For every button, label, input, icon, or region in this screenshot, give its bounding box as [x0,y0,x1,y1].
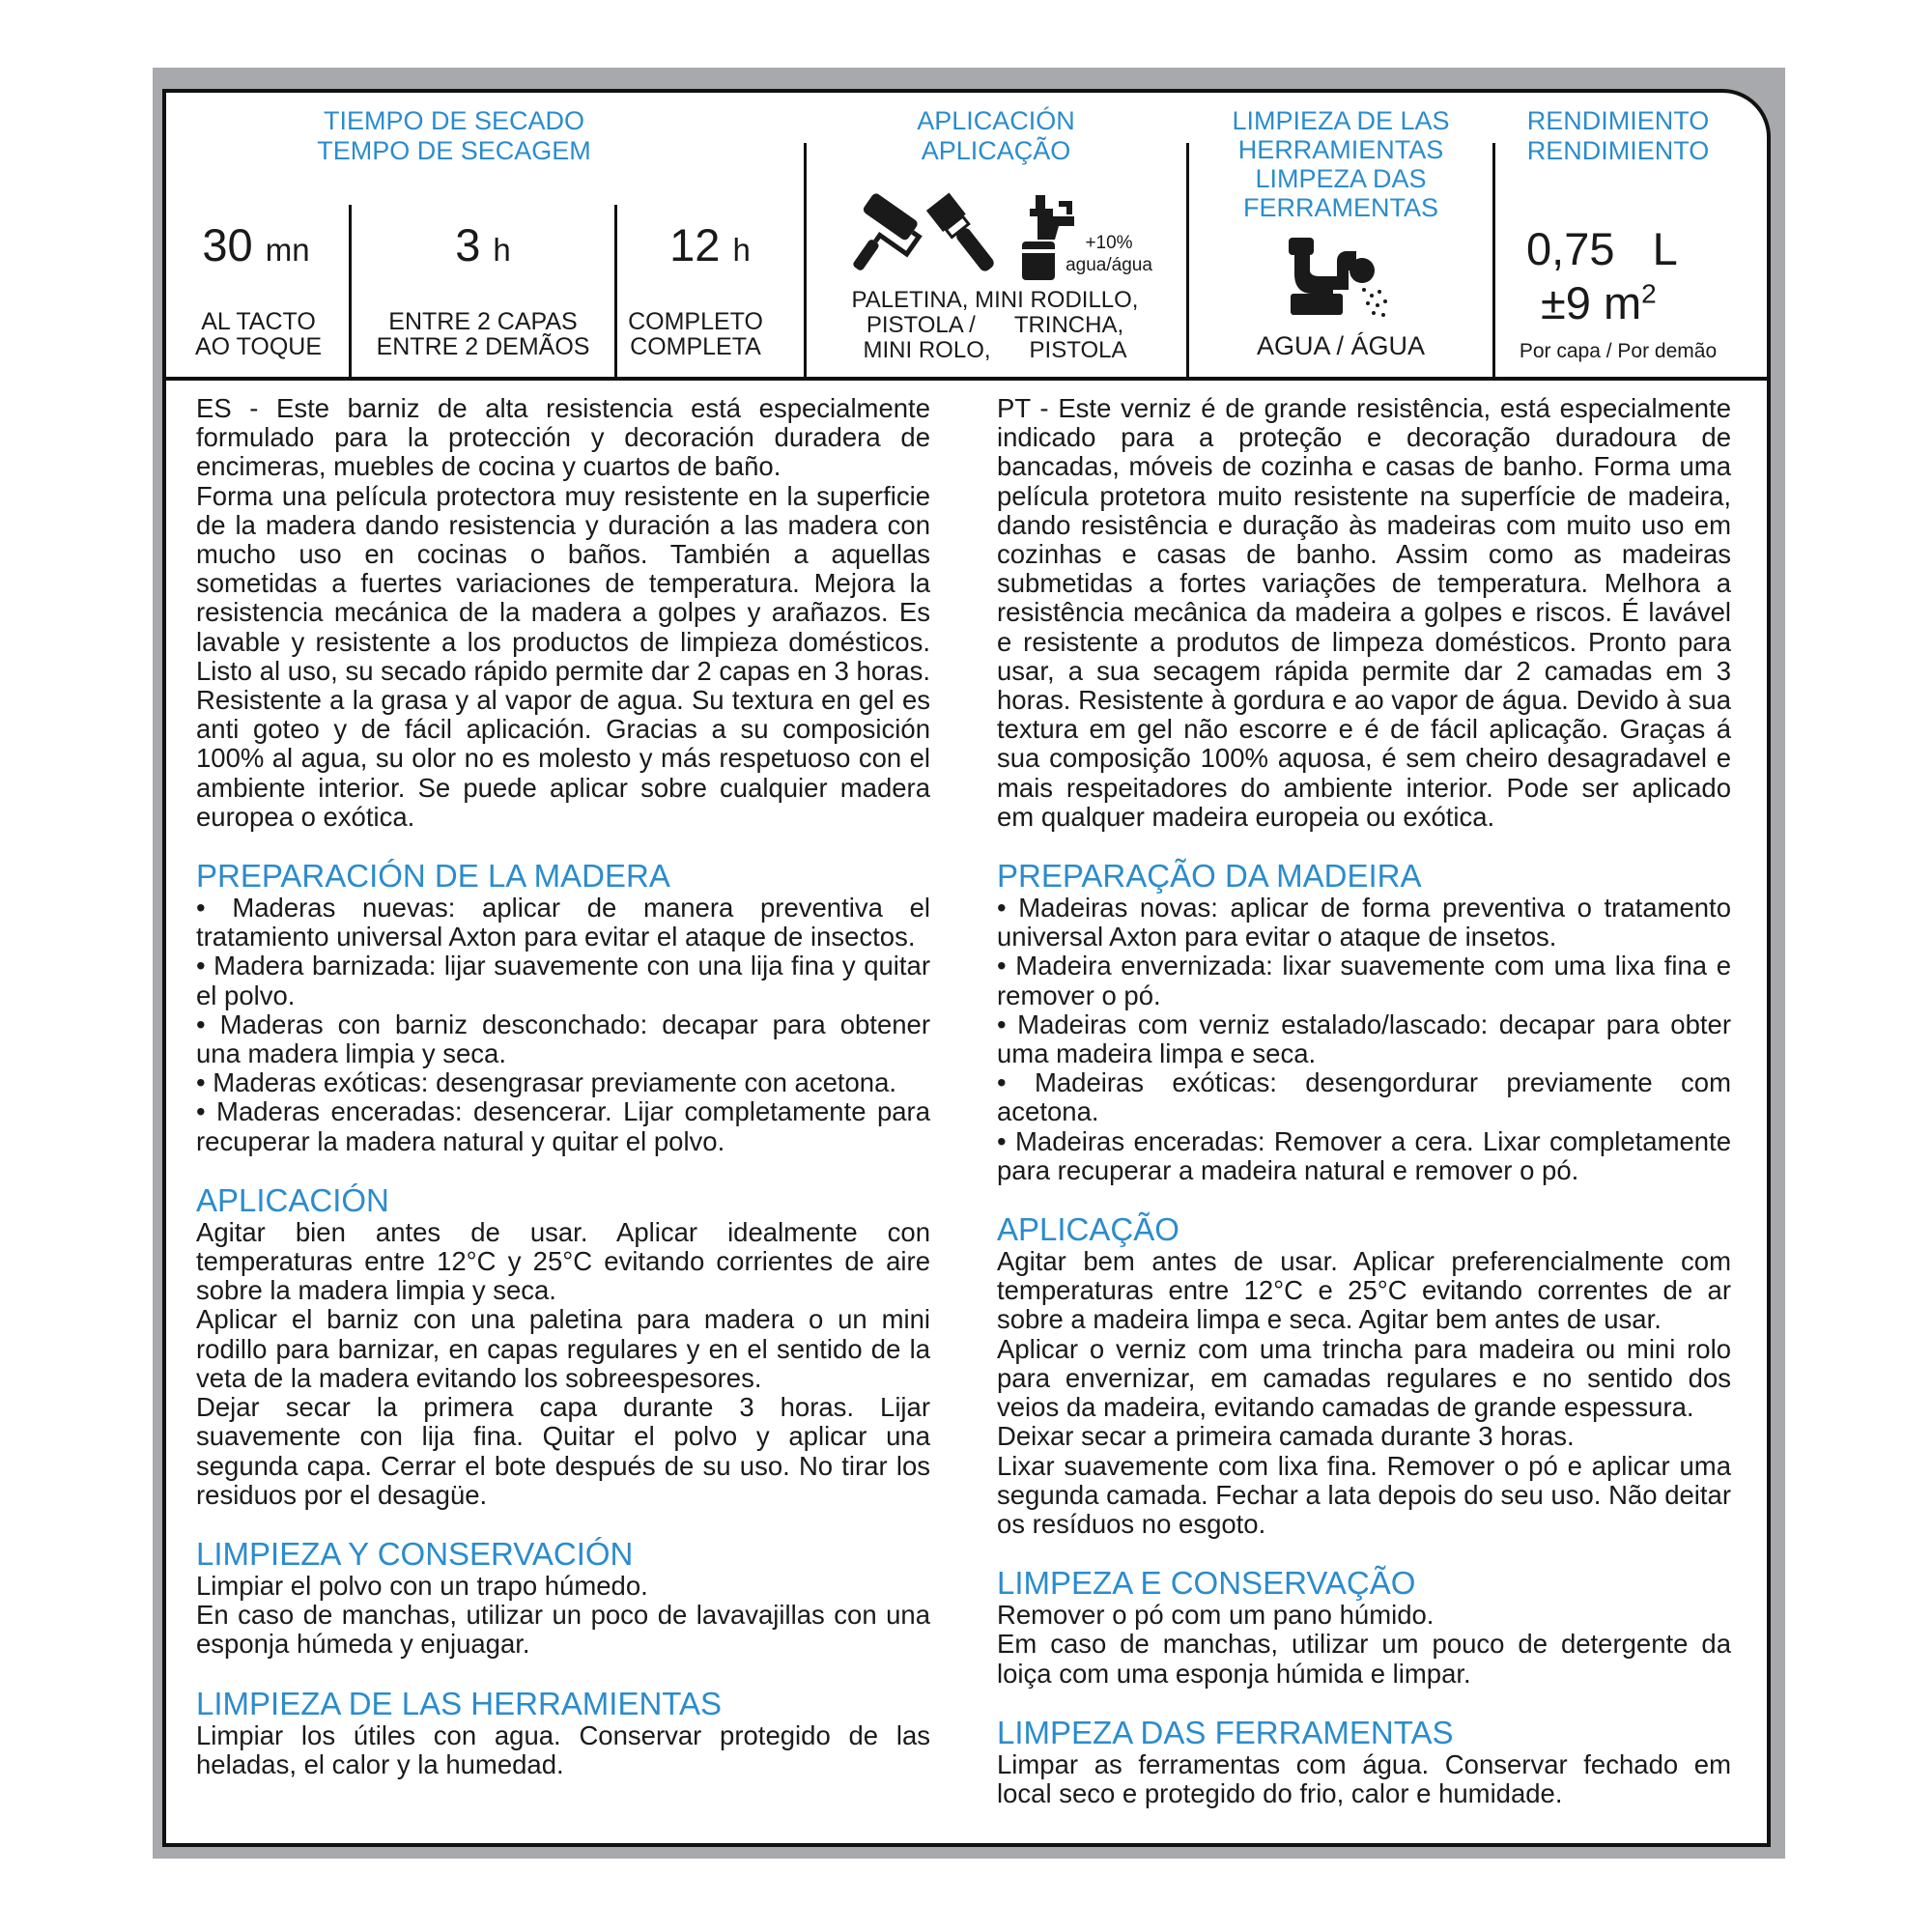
pt-tools-title: LIMPEZA DAS FERRAMENTAS [997,1714,1454,1750]
divider-4 [1186,143,1189,377]
es-intro-2: Forma una película protectora muy resistente en la superficie de la madera dando resistencia y duración a las madera con mucho uso en cocinas o baños. También a aquellas sometidas a fuertes variaciones de temperatura. Mejora la resistencia mecánica de la madera a golpes y arañazos. Es lavable y resistente a los productos de limpieza domésticos. Listo al uso, su secado rápido permite dar 2 capas en 3 horas. Resistente a la grasa y al vapor de agua. Su textura en gel es anti goteo y de fácil aplicación. Gracias a su composición 100% al agua, su olor no es molesto y más respetuoso con el ambiente interior. Se puede aplicar sobre cualquier madera europea o exótica. [196,480,930,832]
header-divider [162,377,1771,381]
es-clean-para: Limpiar el polvo con un trapo húmedo. [196,1570,648,1601]
pt-app-title: APLICAÇÃO [997,1211,1179,1248]
pt-intro: PT - Este verniz é de grande resistência, está especialmente indicado para a proteção e decoração duradoura de bancadas, móveis de cozinha e casas de banho. Forma uma película protetora muito resistente na superfície de madeira, dando resistência e duração às madeiras com muito uso em cozinhas e casas de banho. Assim como as madeiras submetidas a fortes variações de temperatura. Melhora a resistência mecânica da madeira a golpes e riscos. É lavável e resistente a produtos de limpeza domésticos. Pronto para usar, a sua secagem rápida permite dar 2 camadas em 3 horas. Resistente à gordura e ao vapor de água. Devido à sua textura em gel não escorre e é de fácil aplicação. Graças á sua composição 100% aquosa, é sem cheiro desagradavel e mais respeitadores do ambiente interior. Pode ser aplicado em qualquer madeira europeia ou exótica. [997,393,1731,832]
application-title-pt: APLICAÇÃO [921,136,1071,165]
cleaning-title: LIMPIEZA DE LAS HERRAMIENTAS LIMPEZA DAS FERRAMENTAS [1232,106,1450,222]
yield-area: ±9 $m^2$ [1541,277,1657,328]
es-clean-para: En caso de manchas, utilizar un poco de lavavajillas con una esponja húmeda y enjuagar. [196,1600,930,1660]
pt-prep-item: • Madeiras novas: aplicar de forma preventiva o tratamento universal Axton para evitar o ataque de insetos. [997,893,1731,952]
application-tools-label: PALETINA, MINI RODILLO, PISTOLA / TRINCHA, MINI ROLO, PISTOLA [851,287,1139,363]
pt-app-para: Aplicar o verniz com uma trincha para madeira ou mini rolo para envernizar, em camadas regulares e no sentido dos veios da madeira, evitando camadas de grande espessura. [997,1333,1731,1423]
pt-clean-para: Em caso de manchas, utilizar um pouco de detergente da loiça com uma esponja húmida e limpar. [997,1629,1731,1689]
pt-prep-item: • Madeiras enceradas: Remover a cera. Lixar completamente para recuperar a madeira natural e remover o pó. [997,1125,1731,1185]
yield-volume: 0,75 L [1526,223,1678,274]
es-clean-title: LIMPIEZA Y CONSERVACIÓN [196,1535,634,1572]
drying-title [242,106,667,166]
spanish-column [196,394,930,1779]
es-tools-title: LIMPIEZA DE LAS HERRAMIENTAS [196,1685,723,1721]
es-prep-title: PREPARACIÓN DE LA MADERA [196,858,670,895]
divider-1 [349,205,352,377]
drying-between-coats-label: ENTRE 2 CAPAS ENTRE 2 DEMÃOS [376,308,590,360]
application-title [808,106,1184,166]
pt-prep-item: • Madeiras exóticas: desengordurar previamente com acetona. [997,1067,1731,1127]
portuguese-column [997,394,1731,1808]
es-app-para: Agitar bien antes de usar. Aplicar idealmente con temperaturas entre 12°C y 25°C evitando corrientes de aire sobre la madera limpia y seca. [196,1216,930,1306]
drying-touch-value: 30 mn [202,219,310,270]
drying-title-es: TIEMPO DE SECADO [323,106,585,135]
pt-tools-para: Limpar as ferramentas com água. Conservar fechado em local seco e protegido do frio, calor e humidade. [997,1748,1731,1808]
pt-app-para: Agitar bem antes de usar. Aplicar preferencialmente com temperaturas entre 12°C e 25°C evitando correntes de ar sobre a madeira limpa e seca. Agitar bem antes de usar. [997,1246,1731,1335]
drying-complete-label: COMPLETO COMPLETA [628,308,763,360]
drying-complete-value: 12 h [669,219,751,270]
es-prep-item: • Maderas con barniz desconchado: decapar para obtener una madera limpia y seca. [196,1009,930,1069]
divider-3 [804,143,807,377]
brush-icon [925,188,1005,285]
drying-between-coats-value: 3 h [455,219,511,270]
es-app-para: Aplicar el barniz con una paletina para madera o un mini rodillo para barnizar, en capas regulares y en el sentido de la veta de la madera evitando los sobreespesores. [196,1304,930,1393]
pt-prep-item: • Madeira envernizada: lixar suavemente com uma lixa fina e remover o pó. [997,951,1731,1010]
pt-app-para: Lixar suavemente com lixa fina. Remover o pó e aplicar uma segunda camada. Fechar a lata depois do seu uso. Não deitar os resíduos no esgoto. [997,1450,1731,1539]
drying-touch-label: AL TACTO AO TOQUE [194,308,323,360]
drying-title-pt: TEMPO DE SECAGEM [317,136,591,165]
es-prep-item: • Maderas enceradas: desencerar. Lijar completamente para recuperar la madera natural y quitar el polvo. [196,1096,930,1156]
cleaning-label: AGUA / ÁGUA [1256,331,1426,360]
pt-clean-title: LIMPEZA E CONSERVAÇÃO [997,1565,1416,1602]
es-prep-item: • Maderas exóticas: desengrasar previamente con acetona. [196,1067,897,1098]
application-dilution: +10% agua/água [1065,233,1152,275]
es-intro-1: ES - Este barniz de alta resistencia está especialmente formulado para la protección y decoración duradera de encimeras, muebles de cocina y cuartos de baño. [196,393,930,482]
es-app-title: APLICACIÓN [196,1181,389,1218]
es-app-para: Dejar secar la primera capa durante 3 horas. Lijar suavemente con lija fina. Quitar el polvo y aplicar una segunda capa. Cerrar el bote después de su uso. No tirar los residuos por el desagüe. [196,1392,930,1510]
yield-title: RENDIMIENTO RENDIMIENTO [1526,106,1710,165]
pt-app-para: Deixar secar a primeira camada durante 3 horas. [997,1421,1575,1452]
es-tools-para: Limpiar los útiles con agua. Conservar protegido de las heladas, el calor y la humedad. [196,1719,930,1779]
divider-2 [614,205,617,377]
pt-clean-para: Remover o pó com um pano húmido. [997,1600,1435,1631]
pt-prep-title: PREPARAÇÃO DA MADEIRA [997,858,1422,895]
es-prep-item: • Maderas nuevas: aplicar de manera preventiva el tratamiento universal Axton para evitar el ataque de insectos. [196,893,930,952]
divider-5 [1492,143,1495,377]
application-title-es: APLICACIÓN [917,106,1075,135]
pt-prep-item: • Madeiras com verniz estalado/lascado: decapar para obter uma madeira limpa e seca. [997,1009,1731,1069]
roller-icon [829,191,925,280]
yield-label: Por capa / Por demão [1519,340,1718,362]
es-prep-item: • Madera barnizada: lijar suavemente con una lija fina y quitar el polvo. [196,951,930,1010]
faucet-icon [1285,232,1391,319]
